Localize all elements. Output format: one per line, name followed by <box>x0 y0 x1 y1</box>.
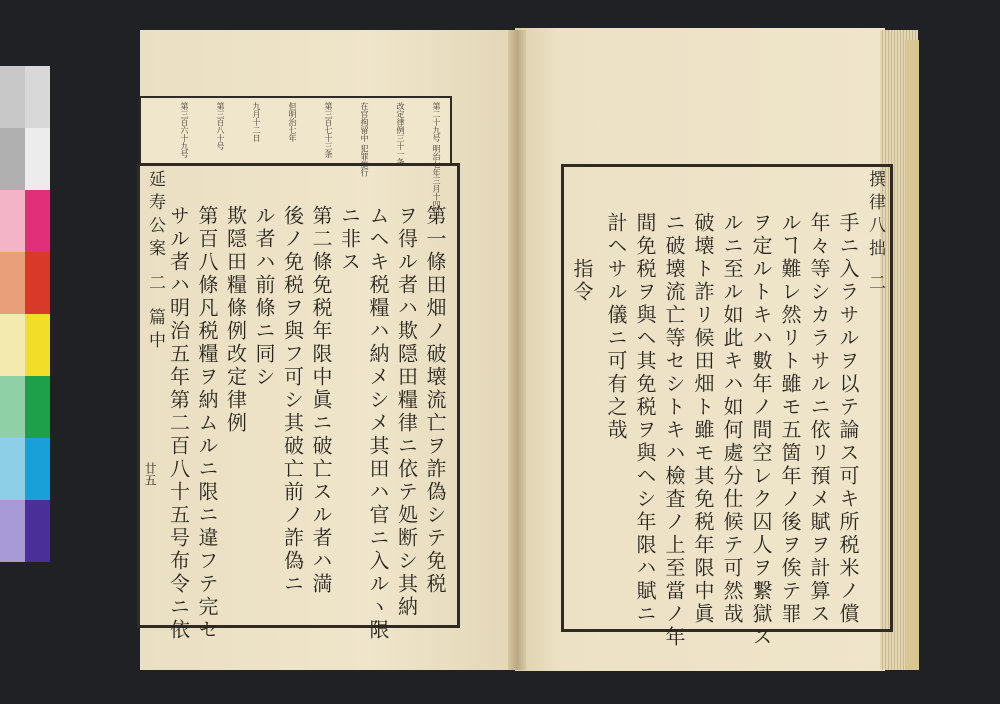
calibration-swatch <box>25 314 50 376</box>
calibration-swatch <box>0 252 25 314</box>
calibration-swatch <box>0 500 25 562</box>
header-note: 改定律例三十一条 <box>396 102 405 166</box>
calibration-swatch <box>0 376 25 438</box>
text-column: 年々等シカラサルニ依リ預メ賦ヲ計算ス <box>807 212 831 626</box>
text-column: ヲ定ルトキハ數年ノ間空レク囚人ヲ繋獄ス <box>749 212 773 649</box>
calibration-swatch <box>0 438 25 500</box>
text-column: ル者ハ前條ニ同シ <box>252 205 276 389</box>
page-edge-yellow <box>905 40 919 670</box>
text-column: ニ破壊流亡等セシトキハ檢査ノ上至當ノ年 <box>662 212 686 649</box>
text-column: ルヿ難レ然リト雖モ五箇年ノ後ヲ俟テ罪 <box>778 212 802 626</box>
text-column: 欺隠田糧條例改定律例 <box>223 205 248 435</box>
text-column: サル者ハ明治五年第二百八十五号布令ニ依 <box>166 205 191 642</box>
book-gutter <box>508 30 526 670</box>
calibration-swatch <box>0 128 25 190</box>
header-note: 九月十二日 <box>252 102 261 142</box>
page-number: 廿五 <box>143 462 157 486</box>
text-column: 間免税ヲ與ヘ其免税ヲ與ヘシ年限ハ賦ニ <box>633 212 657 626</box>
text-column: 手ニ入ラサルヲ以テ論ス可キ所税米ノ償 <box>836 212 860 626</box>
calibration-swatch <box>0 190 25 252</box>
header-note: 第三百六十九号 <box>180 102 189 158</box>
text-column: ルニ至ル如此キハ如何處分仕候テ可然哉 <box>720 212 744 626</box>
calibration-swatch <box>25 500 50 562</box>
right-footer: 指令 <box>570 258 594 304</box>
header-note: 第三百七十三条 <box>324 102 333 158</box>
calibration-swatch <box>0 66 25 128</box>
text-column: 第二條免税年限中眞ニ破亡スル者ハ満 <box>309 205 333 596</box>
calibration-swatch <box>25 376 50 438</box>
color-calibration-strip <box>0 66 50 626</box>
text-column: 後ノ免税ヲ與フ可シ其破亡前ノ詐偽ニ <box>280 205 305 596</box>
calibration-swatch <box>25 438 50 500</box>
right-side-title: 撰律八拙 二 <box>865 170 885 297</box>
header-note: 在官拘留中 犯罪施行 <box>360 102 369 177</box>
text-column: 破壊ト詐リ候田畑ト雖モ其免税年限中眞 <box>691 212 715 626</box>
left-side-title: 延寿公案 二 篇中 <box>145 170 165 354</box>
text-column: ニ非ス <box>337 205 362 274</box>
text-column: ムヘキ税糧ハ納メシメ其田ハ官ニ入ルヽ限 <box>366 205 390 642</box>
calibration-swatch <box>25 128 50 190</box>
header-note: 但明治七年 <box>288 102 297 142</box>
calibration-swatch <box>25 252 50 314</box>
text-column: 第一條田畑ノ破壊流亡ヲ詐偽シテ免税 <box>423 205 447 596</box>
header-note: 第二十九号 明治七年三月十四日 <box>432 102 441 217</box>
calibration-swatch <box>0 314 25 376</box>
text-column: 第百八條凡税糧ヲ納ムルニ限ニ違フテ完セ <box>195 205 219 642</box>
calibration-swatch <box>25 190 50 252</box>
header-note: 第三百八十号 <box>216 102 225 150</box>
text-column: ヲ得ル者ハ欺隠田糧律ニ依テ処断シ其納 <box>394 205 419 619</box>
calibration-swatch <box>25 66 50 128</box>
text-column: 計ヘサル儀ニ可有之哉 <box>604 212 628 442</box>
